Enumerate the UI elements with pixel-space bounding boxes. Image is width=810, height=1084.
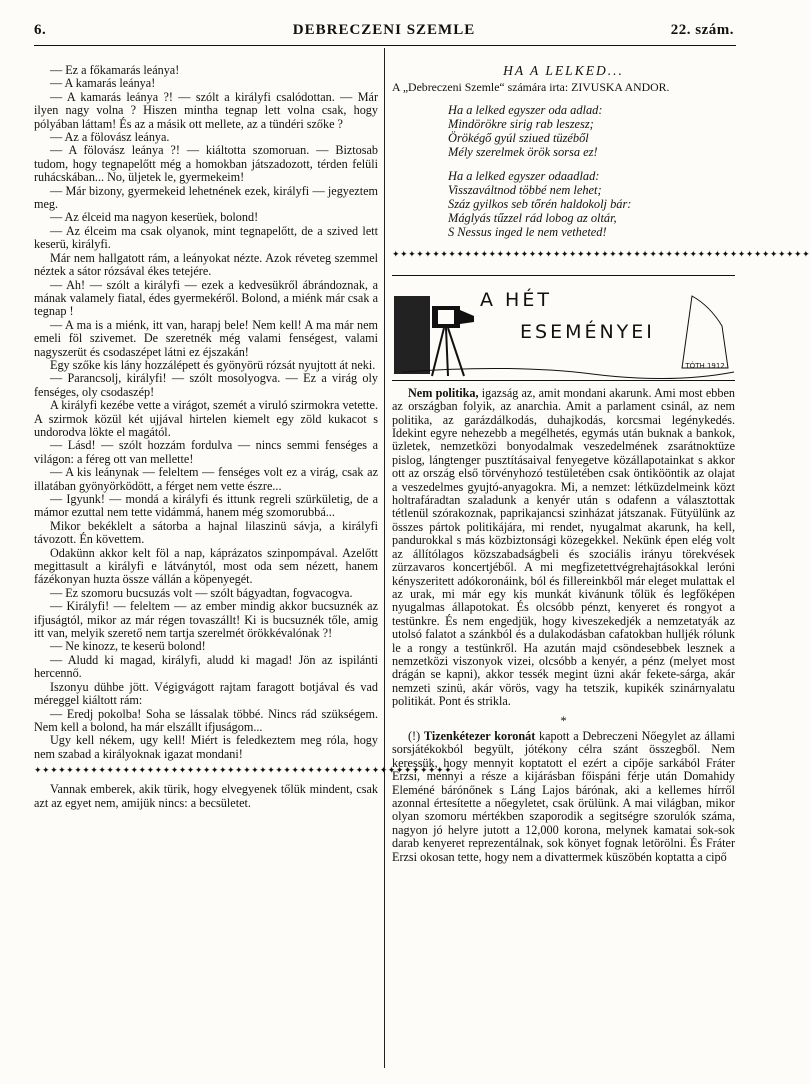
- story-paragraph: Már nem hallgatott rám, a leányokat nézte. Azok réveteg szemmel néztek a sátor rózsával ékes tetejére.: [34, 250, 378, 279]
- story-paragraph: — A kamarás leánya!: [50, 76, 156, 91]
- banner-line-2: ESEMÉNYEI: [520, 320, 655, 343]
- header-rule: [34, 45, 736, 46]
- story-paragraph: Egy szőke kis lány hozzálépett és gyönyörü rózsát nyujtott át neki.: [50, 357, 376, 372]
- ornament-divider: ✦✦✦✦✦✦✦✦✦✦✦✦✦✦✦✦✦✦✦✦✦✦✦✦✦✦✦✦✦✦✦✦✦✦✦✦✦✦✦✦✦✦✦✦✦✦✦✦✦✦✦✦: [34, 766, 453, 777]
- story-paragraph: — A ma is a miénk, itt van, harapj bele! Nem kell! A ma már nem emeli föl szivemet. De szeretnék még valami fenségest, valami nagyszerüt és csodaszépet látni ez éjszakán!: [34, 317, 378, 359]
- story-paragraph: A királyfi kezébe vette a virágot, szemét a viruló szirmokra vetette. A szirmok közül két ujjával hirtelen kiemelt egy zöld kukacot s undorodva lökte el magától.: [34, 398, 378, 439]
- column-divider: [384, 48, 385, 1068]
- poem-dedication: A „Debreczeni Szemle“ számára irta: ZIVUSKA ANDOR.: [392, 80, 670, 95]
- article-donation-text: kapott a Debreczeni Nőegylet az állami sorsjátékokból begyült, jótékony célra szánt összegből. Nem keressük, hogy mennyit koptatott el ezért a cipője sarkából Fráter Erzsi, mennyi a része a kijárásban főispáni férje után Domahidy Eleméné bárónőnek s Láng Lajos bárónak, aki a kellemes hírről azonnal értesítette a nőegyletet, csak örülünk. A mai világban, mikor olyan szomoru mértékben szaporodik a segitségre szorulók száma, nagyon jó helyre jutott a 12,000 korona, melynek kamatai sok-sok darab kenyeret reprezentálnak, sok könyet fognak letörölni. És Fráter Erzsi okosan tette, hogy nem a divattermek küszöbén koptatta a cipő: [392, 728, 735, 864]
- story-paragraph: Ugy kell nékem, ugy kell! Miért is feledkeztem meg róla, hogy nem szabad a királyoknak igazat mondani!: [34, 733, 378, 761]
- poem-line: S Nessus inged le nem vetheted!: [448, 224, 607, 239]
- story-paragraph: — Ne kinozz, te keserü bolond!: [50, 639, 206, 654]
- poem-stanza: [448, 169, 735, 239]
- article-politics-text: igazság az, amit mondani akarunk. Ami most ebben az országban folyik, az anarchia. Amit a parlament csinál, az nem politika, az garázdálkodás, duhajkodás, korcsmai legénykedés. Idekint egyre nehezebb a megélhetés, egymás után buknak a bankok, üzletek, nemzetközi bonyodalmak veszedelmének zsarátnoktüze pislog, lángtenger pusztításaival fenyegetve közállapotainkat s akkor ott az ország első törvényhozó testületében csak öntikööntik az olajat a veszedelmes gyujtó-anyagokra. Mi, a nemzet: létküzdelmeink közt holtrafáradtan szaladunk a kenyér után s odafenn a választottak tétlenül szórakoznak, paprikajancsi szinházat játszanak. Fütyülünk az összes pártok politikájára, mi rendet, nyugalmat akarunk, ha kell, pandurokkal s más közbiztonsági közegekkel. Nekünk épen elég volt az állítólagos közszabadságbeli és szociális irányu törekvések zürzavaros koncertjéből. A mi megfizetettvégrehajtásokkal leróni kényszeritett adókoronáink, ból és fillereinkből már eleget mulattak el az urak, mi már egy kis munkát kivánunk tőlük és legfőképen nyugalmas állapotokat. És olcsóbb pénzt, kenyeret és rongyot a testünkre. És nem engedjük, hogy kiveszekedjék a nemzetatyák az utolsó falatot a szánkból és a dulakodásban cafatokban hulljék rólunk le a rongy a testünkről. Ha azután majd csöndesebbek lesznek a nemzetközi viszonyok vizei, olcsóbb a kenyér, a pénz (melyet most drágán se kapni), akkor tessék megint üzni akár fekete-sárga, akár nemzeti szinü, akár vörös, vagy ha tetszik, kupikék szinárnyalatu politikát. Pont és strikla.: [392, 385, 735, 709]
- poem-line: Mély szerelmek örök sorsa ez!: [448, 144, 598, 159]
- article-politics: [392, 387, 735, 709]
- poem-line: Örökégő gyúl sziued tüzéből: [448, 130, 589, 145]
- poem-line: Visszaváltnod többé nem lehet;: [448, 182, 602, 197]
- story-paragraph: — Igyunk! — mondá a királyfi és ittunk regreli szürkületig, de a mámor ezuttal nem tette vidámmá, hanem még szomorubbá...: [34, 492, 378, 520]
- story-paragraph: — Parancsolj, királyfi! — szólt mosolyogva. — Ez a virág oly fenséges, oly csodaszép!: [34, 371, 378, 399]
- issue-number: 22. szám.: [670, 22, 734, 38]
- page-number: 6.: [34, 22, 47, 38]
- banner-signature: TÓTH 1912.: [685, 362, 727, 371]
- story-paragraph: — Királyfi! — feleltem — az ember mindig akkor bucsuznék az ifjuságtól, mikor az már régen tovaszállt! Ki is bucsuznék tőle, amig itt van, melyik szerető nem tartja szerelmét örökkévalónak ?!: [34, 599, 378, 641]
- page-header: [34, 22, 734, 44]
- poem-title: HA A LELKED...: [503, 63, 624, 78]
- right-column: [392, 63, 810, 864]
- poem-body: [392, 103, 735, 239]
- poem-line: Ha a lelked egyszer odaadlad:: [448, 168, 600, 183]
- article-donation-prefix: (!): [408, 728, 424, 743]
- story-text: [34, 64, 378, 761]
- story-paragraph: — Az a fölovász leánya.: [50, 130, 170, 145]
- story-paragraph: — A kis leánynak — feleltem — fenséges volt ez a virág, csak az illatában gyönyörködött, a férget nem vette észre...: [34, 465, 378, 493]
- story-paragraph: Iszonyu dühbe jött. Végigvágott rajtam faragott botjával és vad méreggel kiáltott rám:: [34, 679, 378, 708]
- ornament-divider: ✦✦✦✦✦✦✦✦✦✦✦✦✦✦✦✦✦✦✦✦✦✦✦✦✦✦✦✦✦✦✦✦✦✦✦✦✦✦✦✦✦✦✦✦✦✦✦✦✦✦✦✦: [392, 249, 810, 260]
- poem-line: Máglyás tűzzel rád lobog az oltár,: [448, 210, 617, 225]
- story-paragraph: — A kamarás leánya ?! — szólt a királyfi csalódottan. — Már ilyen nagy volna ? Hiszen mintha tegnap lett volna csak, hogy pólyában láttam! És az a másik ott mellete, az a tündéri szőke ?: [34, 89, 378, 131]
- story-paragraph: Mikor bekéklelt a sátorba a hajnal lilaszinü sávja, a királyfi távozott. Én követtem.: [34, 518, 378, 547]
- closing-paragraph: Vannak emberek, akik türik, hogy elvegyenek tőlük mindent, csak azt az egyet nem, amijük nincs: a becsületet.: [34, 782, 378, 810]
- article-donation: [392, 730, 735, 864]
- story-paragraph: — Már bizony, gyermekeid lehetnének ezek, királyfi — jegyeztem meg.: [34, 183, 378, 212]
- story-paragraph: — Az élceim ma csak olyanok, mint tegnapelőtt, de a szived lett keserü, királyfi.: [34, 223, 378, 252]
- section-banner: [392, 275, 735, 381]
- story-paragraph: — Ah! — szólt a királyfi — ezek a kedvesükről ábrándoznak, a mának valamely fiatal, édes gyermekéről. Bolond, a miénk már csak a tegnap !: [34, 277, 378, 319]
- story-paragraph: Odakünn akkor kelt föl a nap, káprázatos szinpompával. Azelőtt megittasult a királyfi e látványtól, most oda sem nézett, hanem fázékonyan huzta össze vállán a köpenyegét.: [34, 545, 378, 587]
- journal-title: DEBRECZENI SZEMLE: [292, 22, 476, 38]
- poem-line: Száz gyilkos seb tőrén haldokolj bár:: [448, 196, 632, 211]
- poem-stanza: [448, 103, 735, 159]
- story-paragraph: — Lásd! — szólt hozzám fordulva — nincs semmi fenséges a világon: a féreg ott van mellette!: [34, 438, 378, 466]
- article-donation-lead: Tizenkétezer koronát: [423, 728, 536, 743]
- story-paragraph: — Ez szomoru bucsuzás volt — szólt bágyadtan, fogvacogva.: [50, 585, 353, 600]
- poem-line: Ha a lelked egyszer oda adlad:: [448, 102, 603, 117]
- story-paragraph: — Aludd ki magad, királyfi, aludd ki magad! Jön az ispilánti hercennő.: [34, 652, 378, 681]
- story-paragraph: — Ez a főkamarás leánya!: [50, 63, 180, 77]
- poem-line: Mindörökre sirig rab leszesz;: [448, 116, 594, 131]
- story-paragraph: — A fölovász leánya ?! — kiáltotta szomoruan. — Biztosab tudom, hogy tegnapelőtt még a homokban játszadozott, térden felüli ruhácskában... No, üljetek le, gyermekeim!: [34, 143, 378, 185]
- story-paragraph: — Az élceid ma nagyon keserüek, bolond!: [50, 210, 259, 225]
- separator-star: *: [560, 713, 567, 728]
- story-paragraph: — Eredj pokolba! Soha se lássalak többé. Nincs rád szükségem. Nem kell a bolond, ha már elszállt ifjuságom...: [34, 706, 378, 734]
- article-politics-lead: Nem politika,: [408, 385, 479, 400]
- banner-line-1: A HÉT: [480, 288, 552, 311]
